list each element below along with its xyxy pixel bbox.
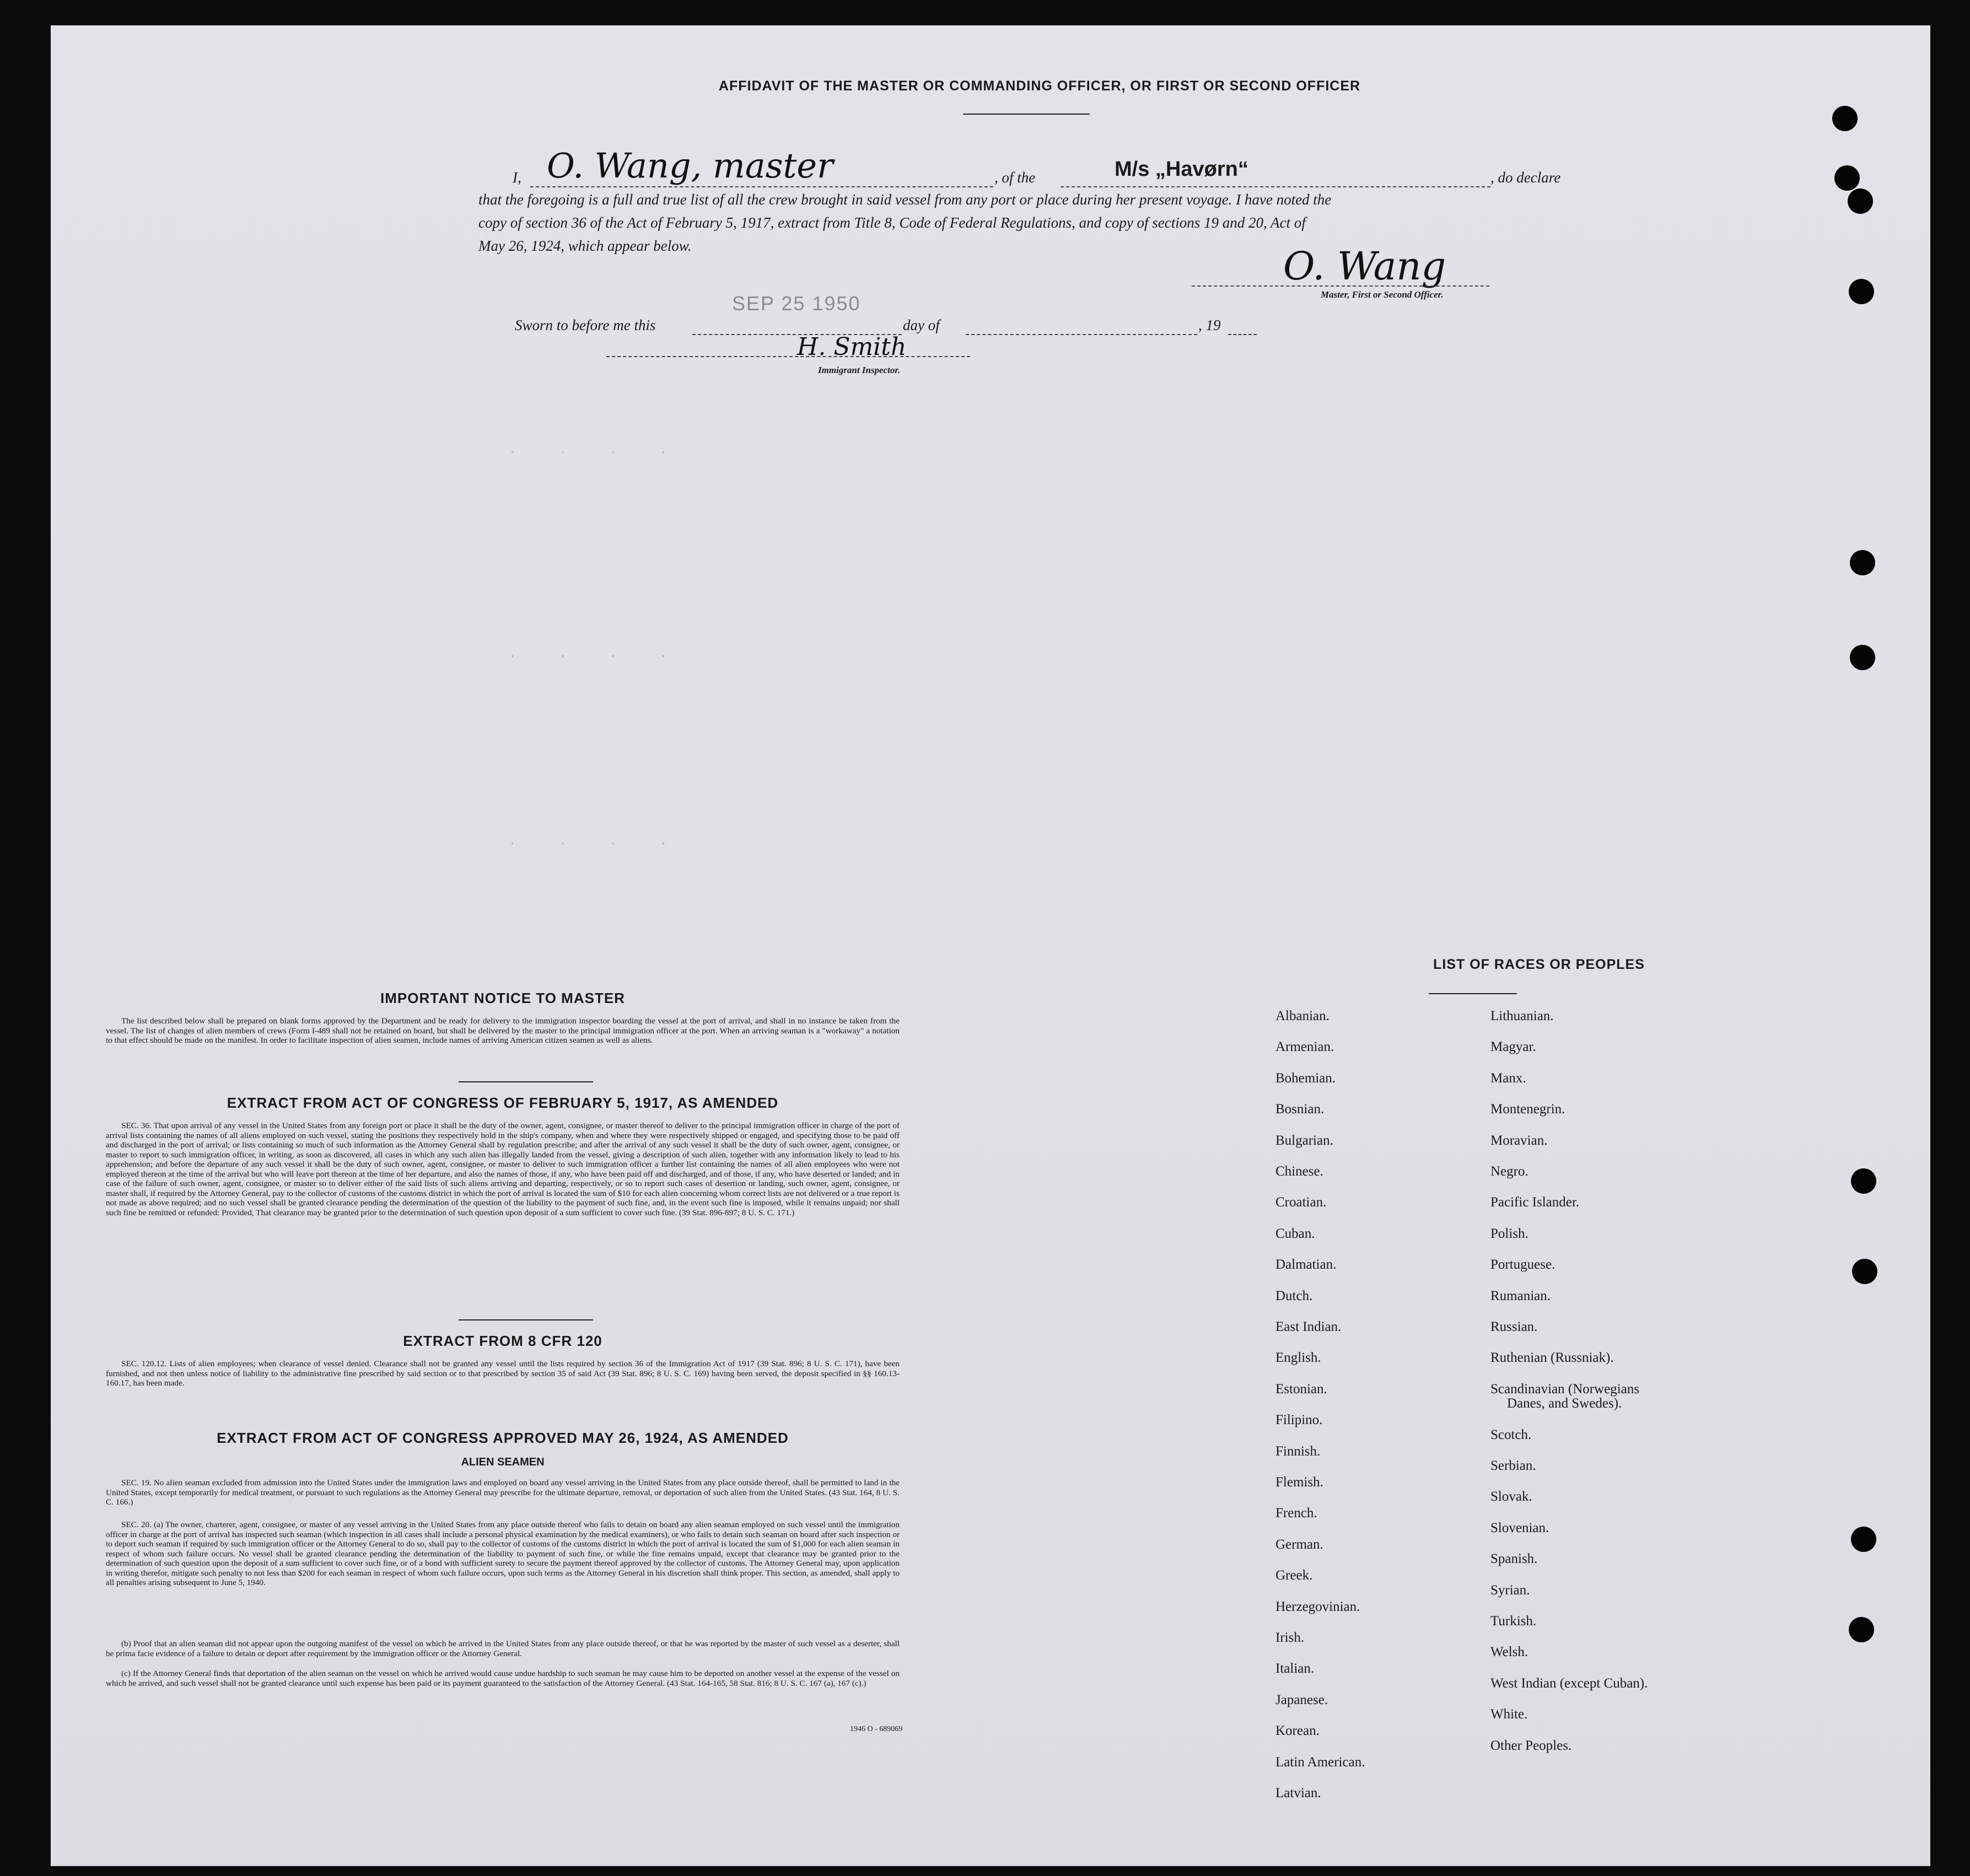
race-item: Montenegrin.: [1490, 1102, 1565, 1117]
race-item: Albanian.: [1275, 1009, 1330, 1023]
race-item: Latvian.: [1275, 1786, 1321, 1800]
sworn-year-line: [1228, 334, 1257, 335]
extract-1924-title: EXTRACT FROM ACT OF CONGRESS APPROVED MAY 26, 1924, AS AMENDED: [217, 1430, 789, 1446]
punch-hole: [1834, 165, 1860, 191]
race-item: Portuguese.: [1490, 1257, 1555, 1273]
master-signature: O. Wang: [1283, 244, 1446, 289]
race-item: Pacific Islander.: [1490, 1195, 1580, 1210]
punch-hole: [1850, 550, 1875, 575]
race-item: German.: [1275, 1537, 1323, 1552]
declarant-line: [530, 186, 993, 187]
vessel-name: M/s „Havørn“: [1115, 158, 1248, 181]
do-declare-label: , do declare: [1490, 169, 1561, 186]
punch-hole: [1851, 1527, 1876, 1552]
race-item: Bohemian.: [1275, 1070, 1336, 1086]
race-item: French.: [1275, 1506, 1317, 1521]
print-code: 1946 O - 689069: [850, 1725, 903, 1733]
sworn-prefix: Sworn to before me this: [515, 317, 656, 333]
extract-1924-sec20a: SEC. 20. (a) The owner, charterer, agent, consignee, or master of any vessel arriving in the United States from any place outside thereof who fails to detain on board any alien seaman employed on such vessel until the immigration officer in charge at the port of arrival has inspected such seaman (which inspection in all cases shall include a personal physical examination by the medical examiners), or who fails to detain such seaman on board after such inspection or to deport such seaman if required by such immigration officer or the Attorney General to do so, shall pay to the collector of customs of the customs district in which the port of arrival is located the sum of $1,000 for each alien seaman in respect of whom such failure occurs. No vessel shall be granted clearance pending the determination of the liability to payment of such fine, or while the fine remains unpaid, except that clearance may be granted prior to the determination of such question upon the deposit of a sum sufficient to cover such fine, or of a bond with sufficient surety to secure the payment thereof approved by the collector of customs. The Attorney General may, upon application in writing therefor, mitigate such penalty to not less than $200 for each seaman in respect of whom such failure occurs, upon such terms as the Attorney General in his discretion shall think proper. This section, as amended, shall apply to all penalties arising subsequent to June 5, 1940.: [106, 1520, 900, 1587]
race-item: Moravian.: [1490, 1133, 1548, 1148]
document-page: [51, 25, 1930, 1866]
race-item: Manx.: [1490, 1070, 1526, 1086]
race-item: Polish.: [1490, 1226, 1528, 1241]
affidavit-title: AFFIDAVIT OF THE MASTER OR COMMANDING OFFICER, OR FIRST OR SECOND OFFICER: [718, 78, 1361, 94]
race-item: Turkish.: [1490, 1614, 1537, 1629]
master-caption: Master, First or Second Officer.: [1321, 289, 1444, 300]
race-item: Korean.: [1275, 1723, 1320, 1739]
race-item: Spanish.: [1490, 1551, 1538, 1567]
race-item: Filipino.: [1275, 1413, 1323, 1428]
affidavit-body-line1: that the foregoing is a full and true list of all the crew brought in said vessel from any port or place during her present voyage. I have noted the: [478, 191, 1332, 208]
inspector-signature: H. Smith: [797, 333, 907, 361]
declarant-handwritten: O. Wang, master: [547, 145, 833, 186]
race-item: Syrian.: [1490, 1582, 1530, 1598]
notice-text: The list described below shall be prepared on blank forms approved by the Department and be ready for delivery to the immigration inspector boarding the vessel at the port of arrival, and shall in no instance be taken from the vessel. The list of changes of alien members of crews (Form I-489 shall not be retained on board, but shall be delivered by the master to the principal immigration officer at the port. When an arriving seaman is a "workaway" a notation to that effect should be made on the manifest. In order to facilitate inspection of alien seamen, include names of arriving American citizen seamen as well as aliens.: [106, 1016, 900, 1045]
race-item: Dalmatian.: [1275, 1257, 1337, 1273]
punch-hole: [1849, 1617, 1874, 1642]
sworn-stamp-date: SEP 25 1950: [732, 292, 861, 315]
punch-hole: [1832, 106, 1858, 131]
race-item: Greek.: [1275, 1568, 1313, 1583]
punch-hole: [1848, 188, 1873, 214]
race-item: Slovak.: [1490, 1489, 1532, 1505]
punch-hole: [1852, 1259, 1877, 1284]
race-item: Herzegovinian.: [1275, 1599, 1360, 1614]
inspector-line: [606, 356, 970, 357]
race-item: Italian.: [1275, 1661, 1315, 1676]
extract-1924-subtitle: ALIEN SEAMEN: [461, 1456, 545, 1468]
race-item: Rumanian.: [1490, 1288, 1551, 1303]
race-item: Flemish.: [1275, 1475, 1323, 1490]
show-through-marks: · · · ·: [508, 835, 685, 852]
race-item: Dutch.: [1275, 1288, 1313, 1303]
race-item: Finnish.: [1275, 1443, 1321, 1459]
race-item: West Indian (except Cuban).: [1490, 1675, 1648, 1691]
race-item: Chinese.: [1275, 1164, 1323, 1179]
race-item: East Indian.: [1275, 1319, 1342, 1334]
race-item: Russian.: [1490, 1319, 1538, 1334]
extract-1924-sec20b: (b) Proof that an alien seaman did not appear upon the outgoing manifest of the vessel on which he arrived in the United States from any place outside thereof, or that he was reported by the master of such vessel as a deserter, shall be prima facie evidence of a failure to detain or deport after requirement by the immigration officer or the Attorney General.: [106, 1639, 900, 1658]
extract-cfr-text: SEC. 120.12. Lists of alien employees; when clearance of vessel denied. Clearance shall not be granted any vessel until the lists required by section 36 of the Immigration Act of 1917 (39 Stat. 896; 8 U. S. C. 171), have been furnished, and not then unless notice of liability to the administrative fine prescribed by said section or to that prescribed by section 35 of said Act (39 Stat. 896; 8 U. S. C. 169) having been served, the deposit specified in §§ 160.13-160.17, has been made.: [106, 1359, 900, 1388]
race-item: Slovenian.: [1490, 1520, 1549, 1535]
master-signature-line: [1192, 285, 1489, 287]
race-item: Estonian.: [1275, 1381, 1327, 1397]
race-item: Danes, and Swedes).: [1507, 1396, 1622, 1411]
section-rule: [459, 1319, 593, 1320]
race-item: Scotch.: [1490, 1427, 1532, 1442]
races-title: LIST OF RACES OR PEOPLES: [1433, 957, 1645, 972]
race-item: Bulgarian.: [1275, 1133, 1333, 1148]
section-rule: [459, 1081, 593, 1082]
notice-title: IMPORTANT NOTICE TO MASTER: [380, 990, 625, 1006]
race-item: White.: [1490, 1707, 1528, 1722]
race-item: Japanese.: [1275, 1692, 1328, 1707]
inspector-caption: Immigrant Inspector.: [818, 365, 901, 375]
race-item: Other Peoples.: [1490, 1738, 1572, 1753]
extract-cfr-title: EXTRACT FROM 8 CFR 120: [403, 1333, 602, 1349]
race-item: Bosnian.: [1275, 1102, 1325, 1117]
race-item: Irish.: [1275, 1630, 1305, 1645]
title-rule: [963, 114, 1090, 115]
race-item: Serbian.: [1490, 1458, 1536, 1473]
sworn-month-line: [966, 334, 1197, 335]
show-through-marks: · · · ·: [508, 444, 685, 461]
race-item: Negro.: [1490, 1164, 1528, 1179]
extract-1924-sec20c: (c) If the Attorney General finds that deportation of the alien seaman on the vessel on which he arrived would cause undue hardship to such seaman he may cause him to be deported on another vessel at the expense of the vessel on which he arrived, and such vessel shall not be granted clearance until such expense has been paid or its payment guaranteed to the satisfaction of the Attorney General. (43 Stat. 164-165, 58 Stat. 816; 8 U. S. C. 167 (a), 167 (c).): [106, 1669, 900, 1688]
race-item: English.: [1275, 1350, 1321, 1366]
punch-hole: [1850, 645, 1875, 670]
race-item: Croatian.: [1275, 1195, 1327, 1210]
punch-hole: [1849, 279, 1874, 304]
race-item: Magyar.: [1490, 1039, 1536, 1055]
declarant-prefix: I,: [513, 169, 521, 186]
extract-1917-text: SEC. 36. That upon arrival of any vessel in the United States from any foreign port or place it shall be the duty of the owner, agent, consignee, or master thereof to deliver to the principal immigration officer in charge of the port of arrival lists containing the names of all aliens employed on such vessel, stating the positions they respectively hold in the ship's company, when and where they were respectively shipped or engaged, and specifying those to be paid off and discharged in the port of arrival; or lists containing so much of such information as the Attorney General shall by regulation prescribe; and after the arrival of any such vessel it shall be the duty of such owner, agent, consignee, or master to report to such immigration officer, in writing, as soon as discovered, all cases in which any such alien has illegally landed from the vessel, giving a description of such alien, together with any information likely to lead to his apprehension; and before the departure of any such vessel it shall be the duty of such owner, agent, consignee, or master to deliver to such immigration officer a further list containing the names of all alien employees who were not employed thereon at the time of the arrival but who will leave port thereon at the time of her departure, and also the names of those, if any, who have been paid off and discharged, and of those, if any, who have deserted or landed; and in case of the failure of such owner, agent, consignee, or master so to deliver either of the said lists of such aliens arriving and departing, respectively, or so to report such cases of desertion or landing, such owner, agent, consignee, or master shall, if required by the Attorney General, pay to the collector of customs of the customs district in which the port of arrival is located the sum of $10 for each alien concerning whom correct lists are not delivered or a true report is not made as above required; and no such vessel shall be granted clearance pending the determination of the question of the liability to the payment of such fine, and, in the event such fine is imposed, while it remains unpaid; nor shall such fine be remitted or refunded: Provided, That clearance may be granted prior to the determination of such question upon deposit of a sum sufficient to cover such fine. (39 Stat. 896-897; 8 U. S. C. 171.): [106, 1121, 900, 1217]
year-prefix: , 19: [1198, 317, 1221, 333]
race-item: Ruthenian (Russniak).: [1490, 1350, 1614, 1366]
punch-hole: [1851, 1168, 1876, 1194]
race-item: Welsh.: [1490, 1645, 1528, 1660]
extract-1924-sec19: SEC. 19. No alien seaman excluded from admission into the United States under the immigration laws and employed on board any vessel arriving in the United States from any place outside thereof, shall be permitted to land in the United States, except temporarily for medical treatment, or pursuant to such regulations as the Attorney General may prescribe for the ultimate departure, removal, or deportation of such alien from the United States. (43 Stat. 164, 8 U. S. C. 166.): [106, 1478, 900, 1507]
race-item: Cuban.: [1275, 1226, 1315, 1241]
day-of-label: day of: [903, 317, 940, 333]
show-through-marks: · · · ·: [508, 648, 685, 665]
affidavit-body-line2: copy of section 36 of the Act of February 5, 1917, extract from Title 8, Code of Federal Regulations, and copy of sections 19 and 20, Act of: [478, 214, 1306, 231]
race-item: Latin American.: [1275, 1754, 1365, 1770]
extract-1917-title: EXTRACT FROM ACT OF CONGRESS OF FEBRUARY 5, 1917, AS AMENDED: [227, 1095, 779, 1111]
of-the-label: , of the: [994, 169, 1036, 186]
race-item: Scandinavian (Norwegians: [1490, 1381, 1640, 1397]
race-item: Armenian.: [1275, 1039, 1334, 1055]
race-item: Lithuanian.: [1490, 1009, 1554, 1023]
vessel-line: [1061, 186, 1490, 187]
races-title-rule: [1429, 993, 1517, 994]
affidavit-body-line3: May 26, 1924, which appear below.: [478, 238, 692, 254]
